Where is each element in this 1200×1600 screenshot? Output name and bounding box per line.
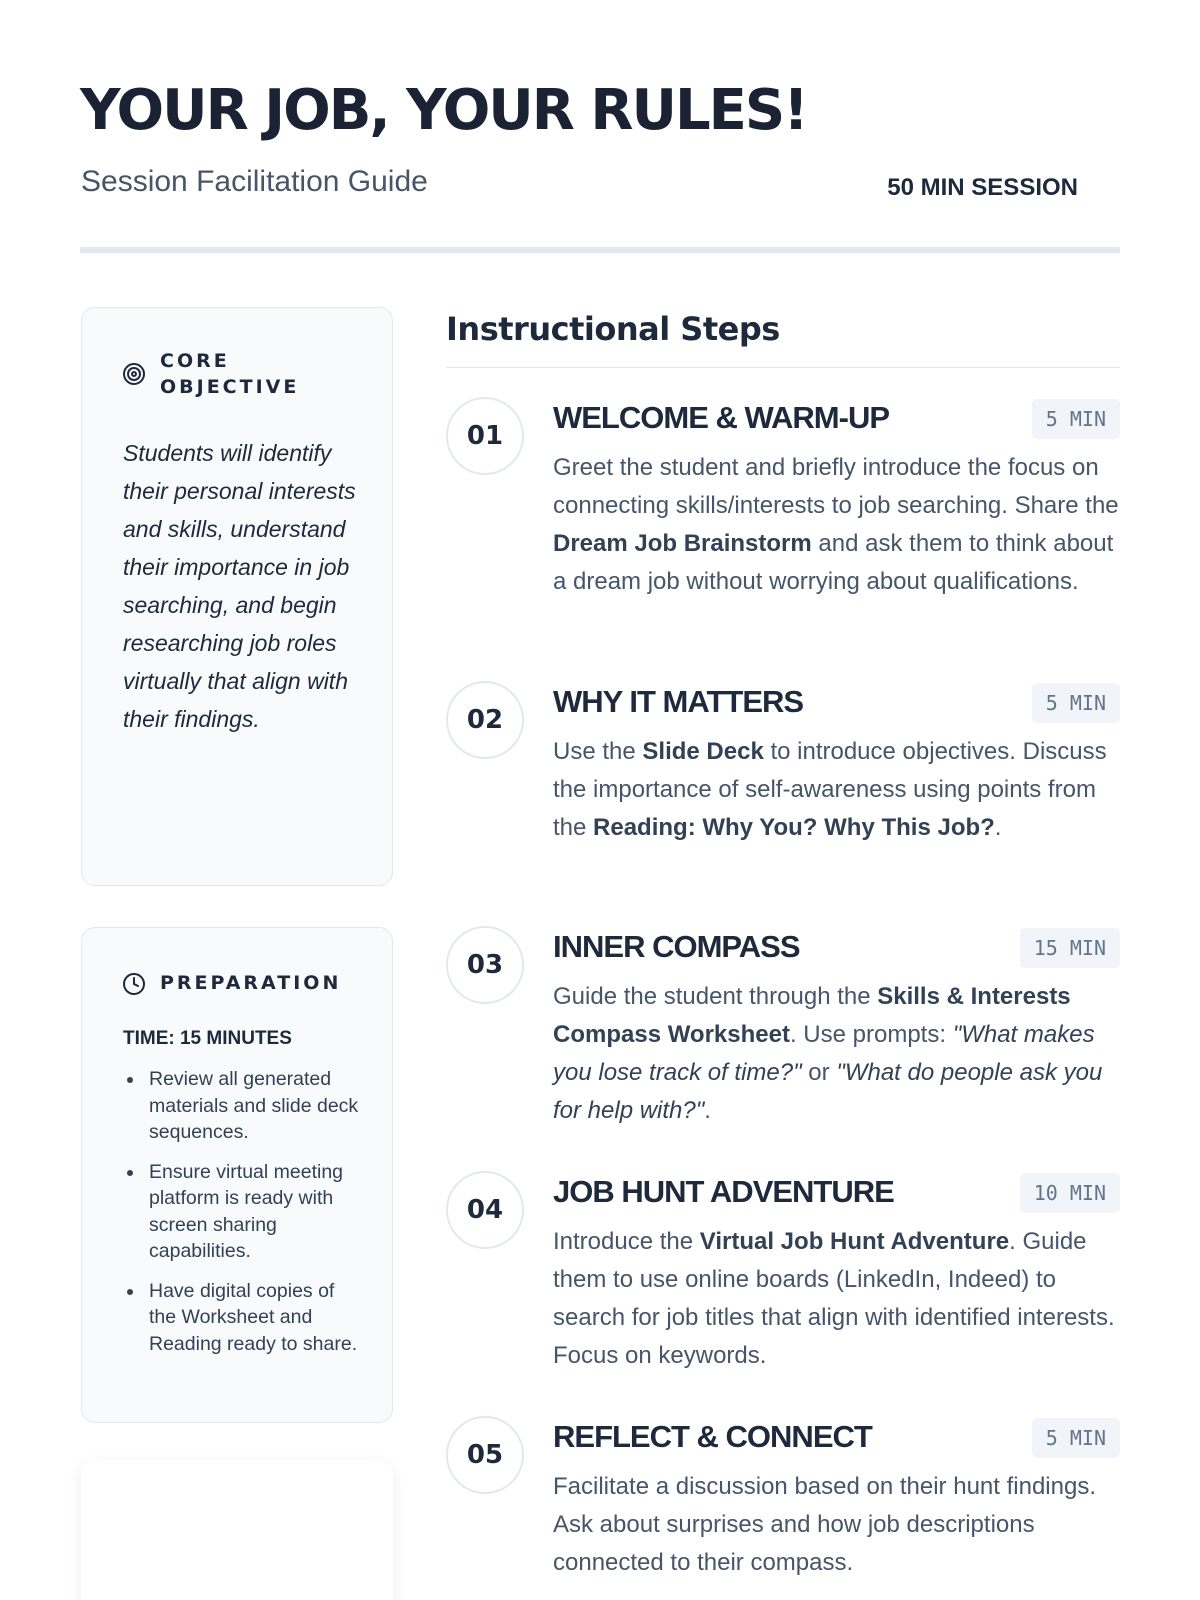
core-objective-label: CORE OBJECTIVE xyxy=(160,350,300,398)
step-time-badge: 15 MIN xyxy=(1020,928,1120,968)
step-title: JOB HUNT ADVENTURE xyxy=(553,1174,894,1209)
preparation-time: TIME: 15 MINUTES xyxy=(123,1028,292,1049)
resource-name: Slide Deck xyxy=(642,738,764,765)
header-divider xyxy=(80,247,1120,253)
prompt-quote: "What makes you lose track of time?" xyxy=(553,1021,1095,1086)
step-time-badge: 10 MIN xyxy=(1020,1173,1120,1213)
resource-name: Skills & Interests Compass Worksheet xyxy=(553,983,1071,1048)
step-title: INNER COMPASS xyxy=(553,929,800,964)
preparation-item: Ensure virtual meeting platform is ready with screen sharing capabilities. xyxy=(149,1159,364,1265)
preparation-label: PREPARATION xyxy=(160,972,342,994)
steps-heading: Instructional Steps xyxy=(446,310,780,348)
step-number: 04 xyxy=(446,1171,524,1249)
resource-name: Virtual Job Hunt Adventure xyxy=(699,1228,1010,1255)
steps-divider xyxy=(446,367,1120,368)
session-duration: 50 MIN SESSION xyxy=(887,174,1078,201)
step-number: 03 xyxy=(446,926,524,1004)
preparation-card xyxy=(81,927,393,1423)
step-description: Use the Slide Deck to introduce objectives. Discuss the importance of self-awareness using points from the Reading: Why You? Why This Job?. xyxy=(553,738,1107,841)
preparation-item: Have digital copies of the Worksheet and Reading ready to share. xyxy=(149,1278,364,1358)
step-description: Greet the student and briefly introduce the focus on connecting skills/interests to job searching. Share the Dream Job Brainstorm and ask them to think about a dream job without worrying about qualifications. xyxy=(553,454,1119,595)
page-title: YOUR JOB, YOUR RULES! xyxy=(80,78,807,143)
step-time-badge: 5 MIN xyxy=(1032,1418,1120,1458)
core-objective-text: Students will identify their personal interests and skills, understand their importance in job searching, and begin researching job roles virtually that align with their findings. xyxy=(123,440,356,732)
resource-name: Dream Job Brainstorm xyxy=(553,530,812,557)
step-title: REFLECT & CONNECT xyxy=(553,1419,872,1454)
step-title: WELCOME & WARM-UP xyxy=(553,400,890,435)
resource-name: Reading: Why You? Why This Job? xyxy=(593,814,995,841)
step-time-badge: 5 MIN xyxy=(1032,399,1120,439)
preparation-list xyxy=(149,1066,364,1370)
step-number: 05 xyxy=(446,1416,524,1494)
core-objective-header xyxy=(122,348,310,400)
clock-icon xyxy=(122,972,146,996)
target-icon xyxy=(122,362,146,386)
step-number: 01 xyxy=(446,397,524,475)
preparation-item: Review all generated materials and slide deck sequences. xyxy=(149,1066,364,1146)
preparation-header xyxy=(122,970,341,996)
empty-card xyxy=(81,1460,393,1600)
step-number: 02 xyxy=(446,681,524,759)
step-description: Facilitate a discussion based on their hunt findings. Ask about surprises and how job descriptions connected to their compass. xyxy=(553,1473,1096,1576)
prompt-quote: "What do people ask you for help with?" xyxy=(553,1059,1103,1124)
step-description: Introduce the Virtual Job Hunt Adventure. Guide them to use online boards (LinkedIn, Indeed) to search for job titles that align with identified interests. Focus on keywords. xyxy=(553,1228,1115,1369)
step-title: WHY IT MATTERS xyxy=(553,684,804,719)
step-description: Guide the student through the Skills & Interests Compass Worksheet. Use prompts: "What makes you lose track of time?" or "What do people ask you for help with?". xyxy=(553,983,1103,1124)
step-time-badge: 5 MIN xyxy=(1032,683,1120,723)
page-subtitle: Session Facilitation Guide xyxy=(81,165,428,198)
core-objective-card xyxy=(81,307,393,886)
